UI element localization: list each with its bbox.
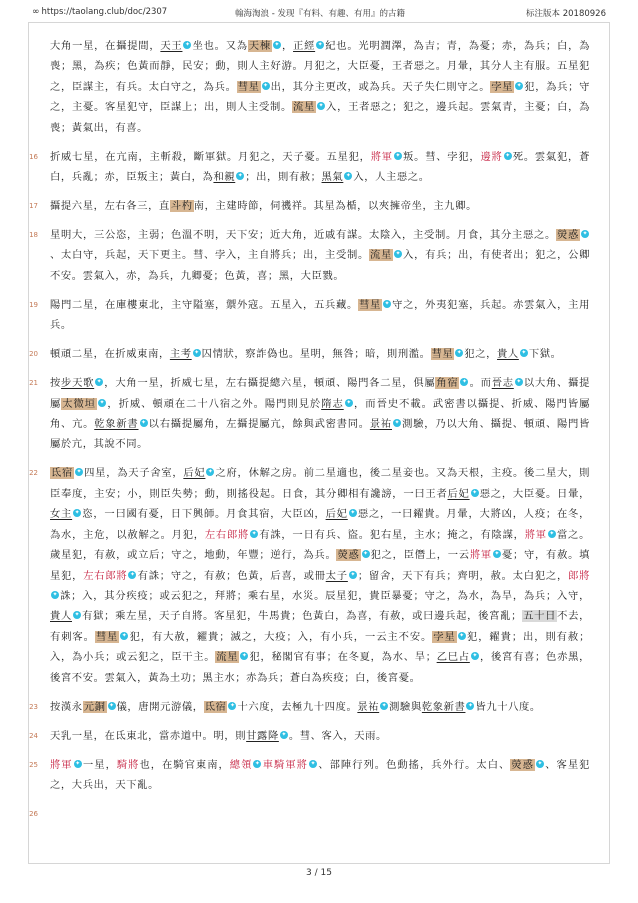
annotation-icon[interactable]: ✦ xyxy=(108,701,115,709)
annotated-term[interactable]: 熒惑 xyxy=(557,229,579,242)
annotated-term[interactable]: 甘露降 xyxy=(246,729,279,742)
annotation-icon[interactable]: ✦ xyxy=(140,419,147,427)
annotated-term[interactable]: 將軍 xyxy=(370,150,393,163)
line-number: 21 xyxy=(29,379,38,388)
annotated-term[interactable]: 總領 xyxy=(229,758,253,771)
line-number: 20 xyxy=(29,350,38,359)
paragraph-text: 攝提六星，左右各三，直斗杓南，主建時節，伺禨祥。其星為楯，以夾擁帝坐，主九卿。 xyxy=(50,200,477,213)
paragraph-text: 星明大，三公恣，主弱；色溫不明，天下安；近大角，近戚有謀。太陰入，主受制。月食，其分主惡之。熒惑 ✦、太白守，兵起，天下更主。彗、孛入，主自將兵；出，主受制。流星 ✦ 入，有兵；出，有使者出；犯之，公卿不安。雲氣入，赤，為兵，九卿憂；色黃，喜；黑，大臣戮。 xyxy=(50,229,590,282)
annotation-icon[interactable]: ✦ xyxy=(350,509,356,517)
annotation-icon[interactable]: ✦ xyxy=(350,570,356,578)
paragraph xyxy=(29,463,591,687)
line-number: 16 xyxy=(29,152,38,161)
paragraph-text: 按步天歌 ✦ ，大角一星，折威七星，左右攝提總六星，頓頑、陽門各二星，俱屬角宿 ✦ 。而晉志 ✦ 以大角、攝提屬太微垣 ✦ ，折威、頓頑在二十八宿之外。陽門則見於隋志 ✦ ，而晉史不載。武密書以攝提、折威、陽門皆屬角、亢。乾象新書 ✦ 以右攝提屬角，左攝提屬亢，餘與武密書同。景祐 ✦ 測驗，乃以大角、攝提、頓頑、陽門皆屬於亢，其說不同。 xyxy=(50,377,591,451)
annotated-term[interactable]: 黑氣 xyxy=(321,171,344,184)
annotated-term[interactable]: 女主 xyxy=(50,508,73,521)
paragraph xyxy=(29,726,590,746)
annotated-term[interactable]: 流星 xyxy=(293,101,315,114)
annotation-icon[interactable]: ✦ xyxy=(381,701,387,709)
annotation-icon[interactable]: ✦ xyxy=(467,701,473,709)
annotated-term[interactable]: 后妃 xyxy=(447,487,470,500)
line-number: 17 xyxy=(29,202,38,211)
annotated-term[interactable]: 郎將 xyxy=(568,569,591,582)
paragraph-text: 陽門二星，在庫樓東北，主守隘塞，禦外寇。五星入，五兵藏。彗星 ✦ 守之，外夷犯塞，兵起。赤雲氣入，主用兵。 xyxy=(50,298,590,332)
annotation-icon[interactable]: ✦ xyxy=(345,172,351,180)
annotation-icon[interactable]: ✦ xyxy=(184,41,190,48)
header-site-title: 翰海淘浪 - 发现『有料、有趣、有用』的古籍 xyxy=(235,9,405,19)
annotation-icon[interactable]: ✦ xyxy=(494,550,500,558)
annotated-term[interactable]: 太微垣 xyxy=(62,397,97,410)
annotated-term[interactable]: 將軍 xyxy=(524,528,547,541)
annotation-icon[interactable]: ✦ xyxy=(129,570,135,578)
annotation-icon[interactable]: ✦ xyxy=(456,349,462,357)
annotated-term[interactable]: 流星 xyxy=(216,651,239,664)
annotated-term[interactable]: 騎將 xyxy=(116,758,140,771)
annotation-icon[interactable]: ✦ xyxy=(74,509,80,517)
line-number: 23 xyxy=(29,702,38,711)
annotation-icon[interactable]: ✦ xyxy=(207,468,213,476)
paragraph-text: 頓頑二星，在折威東南，主考 ✦ 囚情狀，察詐偽也。星明，無咎；暗，則刑濫。彗星 ✦ 犯之，貴人 ✦ 下獄。 xyxy=(50,348,562,361)
annotated-term[interactable]: 車騎 xyxy=(262,758,286,771)
line-number: 22 xyxy=(29,469,38,478)
annotation-icon[interactable]: ✦ xyxy=(237,172,243,180)
paragraph xyxy=(29,225,590,286)
annotated-term[interactable]: 將軍 xyxy=(50,758,73,771)
annotation-icon[interactable]: ✦ xyxy=(274,41,280,48)
paragraph xyxy=(29,755,591,796)
annotation-icon[interactable]: ✦ xyxy=(74,611,80,619)
annotation-icon[interactable]: ✦ xyxy=(395,250,401,258)
annotation-icon[interactable]: ✦ xyxy=(346,398,352,406)
paragraph-text: 折威七星，在亢南，主斬殺，斷軍獄。月犯之，天子憂。五星犯，將軍 ✦ 叛。彗、孛犯，邊將 ✦ 死。雲氣犯，蒼白，兵亂；赤，臣叛主；黃白，為和親 ✦ ；出，則有赦；黑氣 ✦ 入，人主惡之。 xyxy=(50,150,591,184)
annotated-term[interactable]: 流星 xyxy=(370,249,392,262)
annotated-term[interactable]: 乙巳占 xyxy=(436,651,470,664)
annotated-term[interactable]: 孛星 xyxy=(491,80,514,93)
paragraph-text: 將軍 ✦ 一星，騎將也，在騎官東南，總領 ✦ 車騎軍將 ✦ 、部陣行列。色動搖，兵外行。太白、熒惑 ✦ 、客星犯之，大兵出，天下亂。 xyxy=(50,758,591,791)
annotation-icon[interactable]: ✦ xyxy=(363,550,369,558)
annotated-term[interactable]: 貴人 xyxy=(497,348,519,361)
annotated-term[interactable]: 斗杓 xyxy=(170,200,193,213)
paragraph xyxy=(29,344,590,364)
annotated-term[interactable]: 氐宿 xyxy=(51,467,74,480)
annotated-term[interactable]: 氐宿 xyxy=(204,700,227,713)
annotated-term[interactable]: 太子 xyxy=(325,569,348,582)
annotated-term[interactable]: 五十日 xyxy=(522,610,557,623)
annotation-icon[interactable]: ✦ xyxy=(459,631,465,639)
paragraph xyxy=(29,196,590,216)
annotated-term[interactable]: 后妃 xyxy=(183,467,206,480)
annotation-icon[interactable]: ✦ xyxy=(194,349,200,357)
annotated-term[interactable]: 孛星 xyxy=(433,630,456,643)
annotation-icon[interactable]: ✦ xyxy=(521,349,527,357)
line-number: 19 xyxy=(29,300,38,309)
annotated-term[interactable]: 天王 xyxy=(160,40,183,52)
paragraph xyxy=(29,147,591,188)
annotation-icon[interactable]: ✦ xyxy=(251,529,257,537)
annotation-icon[interactable]: ✦ xyxy=(516,378,522,386)
line-number: 25 xyxy=(29,760,38,769)
document-body xyxy=(29,36,591,833)
annotated-term[interactable]: 貴人 xyxy=(50,610,72,623)
annotated-term[interactable]: 角宿 xyxy=(436,377,459,390)
annotation-icon[interactable]: ✦ xyxy=(52,590,58,598)
annotated-term[interactable]: 景祐 xyxy=(369,418,392,431)
line-number: 18 xyxy=(29,231,38,240)
annotation-icon[interactable]: ✦ xyxy=(229,701,235,709)
annotation-icon[interactable]: ✦ xyxy=(318,102,324,110)
annotation-icon[interactable]: ✦ xyxy=(121,631,127,639)
paragraph xyxy=(29,804,590,824)
annotated-term[interactable]: 彗星 xyxy=(95,630,119,643)
annotation-icon[interactable]: ✦ xyxy=(96,378,102,386)
annotated-term[interactable]: 景祐 xyxy=(357,700,380,713)
annotated-term[interactable]: 天棟 xyxy=(248,40,271,52)
annotation-icon[interactable]: ✦ xyxy=(516,81,522,89)
annotated-term[interactable]: 彗星 xyxy=(358,298,381,311)
paragraph xyxy=(50,36,590,138)
annotated-term[interactable]: 熒惑 xyxy=(337,549,360,562)
page-number: 3 / 15 xyxy=(306,868,332,878)
annotation-icon[interactable]: ✦ xyxy=(395,151,401,159)
annotated-term[interactable]: 軍將 xyxy=(285,758,308,771)
annotation-icon[interactable]: ✦ xyxy=(472,652,478,660)
annotated-term[interactable]: 正經 xyxy=(293,40,316,52)
annotated-term[interactable]: 后妃 xyxy=(325,508,348,521)
header-edition: 标注版本 20180926 xyxy=(526,9,606,19)
annotated-term[interactable]: 熒惑 xyxy=(511,758,534,771)
line-number: 26 xyxy=(29,809,38,818)
annotation-icon[interactable]: ✦ xyxy=(461,378,467,386)
annotated-term[interactable]: 左右郎將 xyxy=(204,528,250,541)
annotation-icon[interactable]: ✦ xyxy=(549,529,555,537)
annotation-icon[interactable]: ✦ xyxy=(75,759,81,767)
annotation-icon[interactable]: ✦ xyxy=(505,151,511,159)
page-header xyxy=(0,0,638,22)
annotated-term[interactable]: 主考 xyxy=(169,348,192,361)
annotation-icon[interactable]: ✦ xyxy=(317,41,323,48)
annotated-term[interactable]: 彗星 xyxy=(431,348,454,361)
annotated-term[interactable]: 步天歌 xyxy=(61,377,95,390)
annotation-icon[interactable]: ✦ xyxy=(394,419,400,427)
link-icon: ∞ xyxy=(32,7,40,17)
paragraph xyxy=(29,373,591,455)
annotation-icon[interactable]: ✦ xyxy=(263,81,269,89)
line-number: 24 xyxy=(29,731,38,740)
annotated-term[interactable]: 乾象新書 xyxy=(94,418,139,431)
annotated-term[interactable]: 邊將 xyxy=(480,150,503,163)
paragraph-text: 大角一星，在攝提間，天王 ✦ 坐也。又為天棟 ✦ ，正經 ✦ 紀也。光明潤澤，為吉；青，為憂；赤，為兵；白，為喪；黑，為疾；色黃而靜，民安；動，則人主好游。月犯之，大臣憂，王者惡之。月暈，其分人主有服。五星犯之，臣謀主，有兵。太白守之，為兵。彗星 ✦ 出，其分主更改，或為兵。天子失仁則守之。孛星 ✦ 犯，為兵；守之，主憂。客星犯守，臣謀上；出，則人主受制。流星 ✦ 入，王者惡之；犯之，邊兵起。雲氣青，主憂；白，為喪；黃氣出，有喜。 xyxy=(50,40,591,134)
annotation-icon[interactable]: ✦ xyxy=(582,230,588,238)
annotation-icon[interactable]: ✦ xyxy=(241,652,247,660)
paragraph xyxy=(29,295,590,336)
annotation-icon[interactable]: ✦ xyxy=(537,759,543,767)
paragraph-text: 氐宿 ✦ 四星，為天子舍室，后妃 ✦ 之府，休解之房。前二星適也，後二星妾也。又為天根，主疫。後二星大，則臣奉度，主安；小，則臣失勢；動，則搖役起。日食，其分卿相有讒謗，一曰王者后妃 ✦ 惡之，大臣憂。日暈，女主 ✦ 恣，一曰國有憂，日下興師。月食其宿，大臣凶，后妃 ✦ 惡之，一曰糴貴。月暈，大將凶，人疫；在冬，為水，主危，以赦解之。月犯，左右郎將 ✦ 有誅，一日有兵、盜。犯右星，主水；掩之，有陰謀，將軍 ✦ 當之。歲星犯，有赦，或立后；守之，地動，年豐；逆行，為兵。熒惑 ✦ 犯之，臣僭上，一云將軍 ✦ 憂；守，有赦。填星犯，左右郎將 ✦ 有誅；守之，有赦；色黃，后喜，或冊太子 ✦ ；留舍，天下有兵；齊明，赦。太白犯之，郎將✦ 誅；入，其分疾疫；或云犯之，拜將；乘右星，水災。辰星犯，貴臣暴憂；守之，為水，為旱，為兵；入守，貴人 ✦ 有獄；乘左星，天子自將。客星犯，牛馬貴；色黃白，為喜，有赦，或曰邊兵起，後宮亂；五十日不去，有刺客。彗星 ✦ 犯，有大赦，糴貴；滅之，大疫；入，有小兵，一云主不安。孛星 ✦ 犯，糴貴；出，則有赦；入，為小兵；或云犯之，臣干主。流星 ✦ 犯，秘閣官有事；在冬夏，為水、旱；乙巳占 ✦ ，後宮有喜；色赤黑，後宮不安。雲氣入，黃為土功；黑主水；赤為兵；蒼白為疾疫；白，後宮憂。 xyxy=(50,467,591,684)
annotated-term[interactable]: 元銅 xyxy=(83,700,106,713)
paragraph xyxy=(29,697,590,717)
paragraph-text: 按漢永元銅 ✦ 儀，唐開元游儀，氐宿 ✦ 十六度，去極九十四度。景祐 ✦ 測驗與乾象新書 ✦ 皆九十八度。 xyxy=(50,700,541,713)
annotated-term[interactable]: 和親 xyxy=(213,171,236,184)
annotation-icon[interactable]: ✦ xyxy=(76,468,82,476)
annotated-term[interactable]: 晉志 xyxy=(491,377,514,390)
annotated-term[interactable]: 隋志 xyxy=(321,397,344,410)
annotation-icon[interactable]: ✦ xyxy=(99,398,105,406)
annotation-icon[interactable]: ✦ xyxy=(254,759,260,767)
annotated-term[interactable]: 左右郎將 xyxy=(83,569,128,582)
annotated-term[interactable]: 彗星 xyxy=(237,80,260,93)
annotated-term[interactable]: 將軍 xyxy=(469,549,492,562)
annotation-icon[interactable]: ✦ xyxy=(472,488,478,496)
annotation-icon[interactable]: ✦ xyxy=(281,730,287,738)
paragraph-text: 天乳一星，在氐東北，當赤道中。明，則甘露降 ✦ 。彗、客入，天雨。 xyxy=(50,729,387,742)
header-url[interactable]: ∞ https://taolang.club/doc/2307 xyxy=(32,7,168,17)
annotation-icon[interactable]: ✦ xyxy=(310,759,316,767)
annotated-term[interactable]: 乾象新書 xyxy=(421,700,466,713)
annotation-icon[interactable]: ✦ xyxy=(384,299,390,307)
